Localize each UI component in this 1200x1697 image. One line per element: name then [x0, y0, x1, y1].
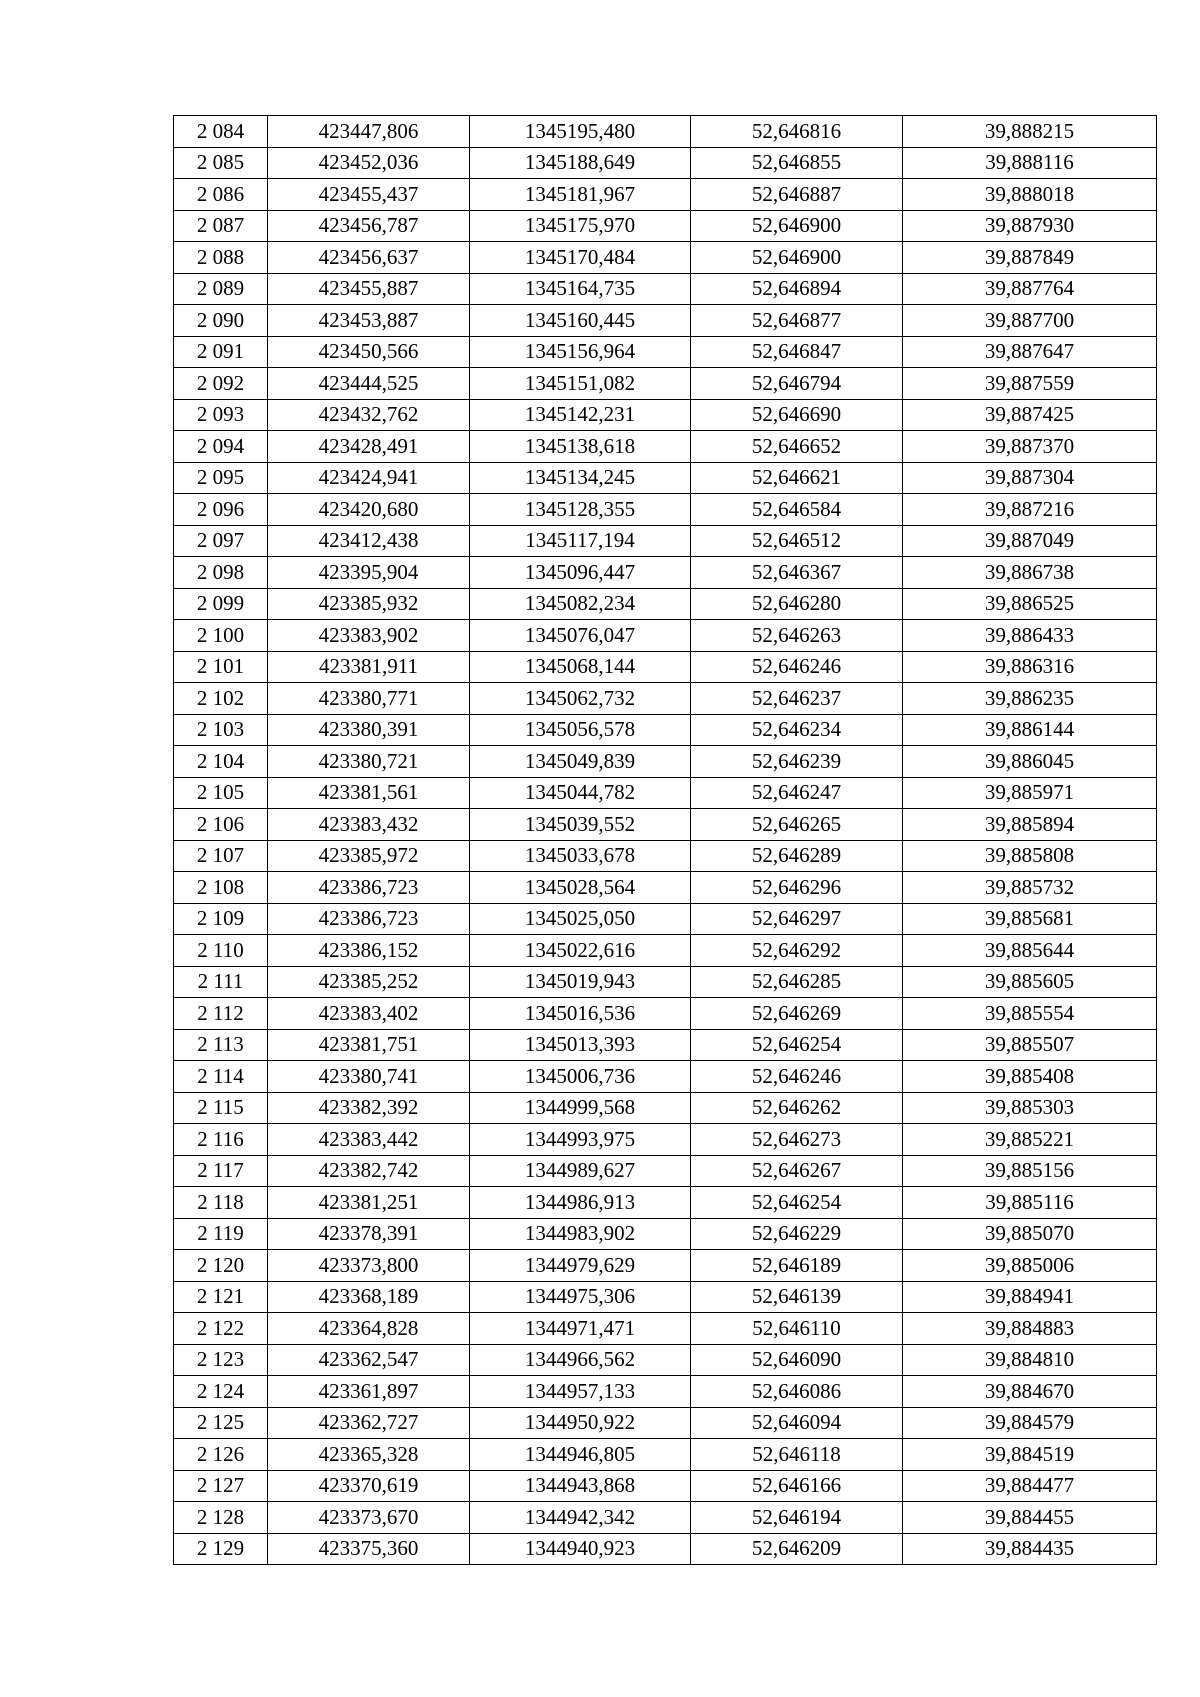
x-coordinate-cell: 423362,547	[268, 1344, 470, 1376]
latitude-cell: 52,646189	[691, 1250, 903, 1282]
point-number-cell: 2 113	[174, 1029, 268, 1061]
y-coordinate-cell: 1344983,902	[470, 1218, 691, 1250]
point-number-cell: 2 119	[174, 1218, 268, 1250]
x-coordinate-cell: 423383,402	[268, 998, 470, 1030]
table-row	[174, 935, 1157, 967]
x-coordinate-cell: 423382,392	[268, 1092, 470, 1124]
longitude-cell: 39,887700	[903, 305, 1157, 337]
point-number-cell: 2 112	[174, 998, 268, 1030]
longitude-cell: 39,887559	[903, 368, 1157, 400]
latitude-cell: 52,646139	[691, 1281, 903, 1313]
y-coordinate-cell: 1345049,839	[470, 746, 691, 778]
x-coordinate-cell: 423368,189	[268, 1281, 470, 1313]
point-number-cell: 2 098	[174, 557, 268, 589]
point-number-cell: 2 088	[174, 242, 268, 274]
table-row	[174, 557, 1157, 589]
latitude-cell: 52,646118	[691, 1439, 903, 1471]
x-coordinate-cell: 423455,887	[268, 273, 470, 305]
latitude-cell: 52,646280	[691, 588, 903, 620]
latitude-cell: 52,646297	[691, 903, 903, 935]
point-number-cell: 2 128	[174, 1502, 268, 1534]
x-coordinate-cell: 423456,787	[268, 210, 470, 242]
point-number-cell: 2 105	[174, 777, 268, 809]
longitude-cell: 39,886738	[903, 557, 1157, 589]
table-row	[174, 809, 1157, 841]
point-number-cell: 2 127	[174, 1470, 268, 1502]
table-row	[174, 147, 1157, 179]
latitude-cell: 52,646246	[691, 651, 903, 683]
longitude-cell: 39,885554	[903, 998, 1157, 1030]
table-row	[174, 1155, 1157, 1187]
y-coordinate-cell: 1344986,913	[470, 1187, 691, 1219]
latitude-cell: 52,646652	[691, 431, 903, 463]
point-number-cell: 2 086	[174, 179, 268, 211]
latitude-cell: 52,646296	[691, 872, 903, 904]
table-row	[174, 1344, 1157, 1376]
table-row	[174, 1470, 1157, 1502]
latitude-cell: 52,646110	[691, 1313, 903, 1345]
longitude-cell: 39,885303	[903, 1092, 1157, 1124]
table-row	[174, 116, 1157, 148]
y-coordinate-cell: 1344957,133	[470, 1376, 691, 1408]
longitude-cell: 39,888018	[903, 179, 1157, 211]
x-coordinate-cell: 423450,566	[268, 336, 470, 368]
longitude-cell: 39,885507	[903, 1029, 1157, 1061]
point-number-cell: 2 094	[174, 431, 268, 463]
table-row	[174, 368, 1157, 400]
longitude-cell: 39,885070	[903, 1218, 1157, 1250]
y-coordinate-cell: 1344999,568	[470, 1092, 691, 1124]
longitude-cell: 39,886316	[903, 651, 1157, 683]
y-coordinate-cell: 1345056,578	[470, 714, 691, 746]
x-coordinate-cell: 423386,723	[268, 903, 470, 935]
y-coordinate-cell: 1345188,649	[470, 147, 691, 179]
longitude-cell: 39,887049	[903, 525, 1157, 557]
y-coordinate-cell: 1345195,480	[470, 116, 691, 148]
latitude-cell: 52,646094	[691, 1407, 903, 1439]
table-row	[174, 651, 1157, 683]
latitude-cell: 52,646254	[691, 1029, 903, 1061]
y-coordinate-cell: 1345044,782	[470, 777, 691, 809]
y-coordinate-cell: 1345164,735	[470, 273, 691, 305]
coordinates-table-body	[174, 116, 1157, 1565]
latitude-cell: 52,646237	[691, 683, 903, 715]
y-coordinate-cell: 1345062,732	[470, 683, 691, 715]
y-coordinate-cell: 1344940,923	[470, 1533, 691, 1565]
point-number-cell: 2 122	[174, 1313, 268, 1345]
table-row	[174, 1502, 1157, 1534]
longitude-cell: 39,887849	[903, 242, 1157, 274]
coordinates-table	[173, 115, 1157, 1565]
longitude-cell: 39,884810	[903, 1344, 1157, 1376]
x-coordinate-cell: 423383,902	[268, 620, 470, 652]
x-coordinate-cell: 423385,252	[268, 966, 470, 998]
x-coordinate-cell: 423381,911	[268, 651, 470, 683]
y-coordinate-cell: 1345016,536	[470, 998, 691, 1030]
point-number-cell: 2 129	[174, 1533, 268, 1565]
table-row	[174, 872, 1157, 904]
x-coordinate-cell: 423386,723	[268, 872, 470, 904]
table-row	[174, 714, 1157, 746]
point-number-cell: 2 115	[174, 1092, 268, 1124]
longitude-cell: 39,884455	[903, 1502, 1157, 1534]
latitude-cell: 52,646166	[691, 1470, 903, 1502]
x-coordinate-cell: 423381,561	[268, 777, 470, 809]
latitude-cell: 52,646254	[691, 1187, 903, 1219]
table-row	[174, 1029, 1157, 1061]
x-coordinate-cell: 423380,741	[268, 1061, 470, 1093]
latitude-cell: 52,646263	[691, 620, 903, 652]
x-coordinate-cell: 423447,806	[268, 116, 470, 148]
point-number-cell: 2 084	[174, 116, 268, 148]
point-number-cell: 2 121	[174, 1281, 268, 1313]
y-coordinate-cell: 1344950,922	[470, 1407, 691, 1439]
latitude-cell: 52,646086	[691, 1376, 903, 1408]
longitude-cell: 39,885894	[903, 809, 1157, 841]
x-coordinate-cell: 423385,972	[268, 840, 470, 872]
point-number-cell: 2 089	[174, 273, 268, 305]
longitude-cell: 39,887304	[903, 462, 1157, 494]
x-coordinate-cell: 423395,904	[268, 557, 470, 589]
x-coordinate-cell: 423380,771	[268, 683, 470, 715]
table-row	[174, 210, 1157, 242]
y-coordinate-cell: 1345181,967	[470, 179, 691, 211]
table-row	[174, 746, 1157, 778]
point-number-cell: 2 124	[174, 1376, 268, 1408]
point-number-cell: 2 102	[174, 683, 268, 715]
x-coordinate-cell: 423420,680	[268, 494, 470, 526]
latitude-cell: 52,646877	[691, 305, 903, 337]
longitude-cell: 39,885006	[903, 1250, 1157, 1282]
x-coordinate-cell: 423386,152	[268, 935, 470, 967]
x-coordinate-cell: 423380,721	[268, 746, 470, 778]
x-coordinate-cell: 423385,932	[268, 588, 470, 620]
longitude-cell: 39,886144	[903, 714, 1157, 746]
latitude-cell: 52,646794	[691, 368, 903, 400]
x-coordinate-cell: 423365,328	[268, 1439, 470, 1471]
longitude-cell: 39,888116	[903, 147, 1157, 179]
table-row	[174, 998, 1157, 1030]
y-coordinate-cell: 1345076,047	[470, 620, 691, 652]
longitude-cell: 39,884670	[903, 1376, 1157, 1408]
point-number-cell: 2 116	[174, 1124, 268, 1156]
table-row	[174, 588, 1157, 620]
latitude-cell: 52,646690	[691, 399, 903, 431]
latitude-cell: 52,646267	[691, 1155, 903, 1187]
latitude-cell: 52,646584	[691, 494, 903, 526]
point-number-cell: 2 085	[174, 147, 268, 179]
table-row	[174, 525, 1157, 557]
table-row	[174, 242, 1157, 274]
longitude-cell: 39,887370	[903, 431, 1157, 463]
point-number-cell: 2 110	[174, 935, 268, 967]
longitude-cell: 39,885971	[903, 777, 1157, 809]
longitude-cell: 39,886235	[903, 683, 1157, 715]
table-row	[174, 431, 1157, 463]
latitude-cell: 52,646246	[691, 1061, 903, 1093]
y-coordinate-cell: 1345082,234	[470, 588, 691, 620]
x-coordinate-cell: 423373,800	[268, 1250, 470, 1282]
y-coordinate-cell: 1345033,678	[470, 840, 691, 872]
table-row	[174, 903, 1157, 935]
table-row	[174, 305, 1157, 337]
y-coordinate-cell: 1345151,082	[470, 368, 691, 400]
x-coordinate-cell: 423380,391	[268, 714, 470, 746]
y-coordinate-cell: 1345006,736	[470, 1061, 691, 1093]
x-coordinate-cell: 423361,897	[268, 1376, 470, 1408]
longitude-cell: 39,887930	[903, 210, 1157, 242]
table-row	[174, 777, 1157, 809]
longitude-cell: 39,885732	[903, 872, 1157, 904]
x-coordinate-cell: 423381,251	[268, 1187, 470, 1219]
y-coordinate-cell: 1345142,231	[470, 399, 691, 431]
latitude-cell: 52,646847	[691, 336, 903, 368]
point-number-cell: 2 104	[174, 746, 268, 778]
y-coordinate-cell: 1345039,552	[470, 809, 691, 841]
point-number-cell: 2 097	[174, 525, 268, 557]
table-row	[174, 462, 1157, 494]
y-coordinate-cell: 1345138,618	[470, 431, 691, 463]
latitude-cell: 52,646090	[691, 1344, 903, 1376]
latitude-cell: 52,646273	[691, 1124, 903, 1156]
table-row	[174, 1124, 1157, 1156]
point-number-cell: 2 092	[174, 368, 268, 400]
y-coordinate-cell: 1344966,562	[470, 1344, 691, 1376]
point-number-cell: 2 103	[174, 714, 268, 746]
table-row	[174, 966, 1157, 998]
point-number-cell: 2 096	[174, 494, 268, 526]
point-number-cell: 2 099	[174, 588, 268, 620]
point-number-cell: 2 107	[174, 840, 268, 872]
latitude-cell: 52,646239	[691, 746, 903, 778]
longitude-cell: 39,885221	[903, 1124, 1157, 1156]
table-row	[174, 1439, 1157, 1471]
point-number-cell: 2 108	[174, 872, 268, 904]
x-coordinate-cell: 423370,619	[268, 1470, 470, 1502]
y-coordinate-cell: 1345013,393	[470, 1029, 691, 1061]
latitude-cell: 52,646816	[691, 116, 903, 148]
latitude-cell: 52,646194	[691, 1502, 903, 1534]
longitude-cell: 39,886045	[903, 746, 1157, 778]
latitude-cell: 52,646894	[691, 273, 903, 305]
longitude-cell: 39,885681	[903, 903, 1157, 935]
latitude-cell: 52,646887	[691, 179, 903, 211]
y-coordinate-cell: 1345068,144	[470, 651, 691, 683]
y-coordinate-cell: 1344946,805	[470, 1439, 691, 1471]
x-coordinate-cell: 423362,727	[268, 1407, 470, 1439]
table-row	[174, 336, 1157, 368]
y-coordinate-cell: 1345019,943	[470, 966, 691, 998]
y-coordinate-cell: 1344989,627	[470, 1155, 691, 1187]
longitude-cell: 39,884435	[903, 1533, 1157, 1565]
point-number-cell: 2 120	[174, 1250, 268, 1282]
longitude-cell: 39,888215	[903, 116, 1157, 148]
table-row	[174, 494, 1157, 526]
point-number-cell: 2 090	[174, 305, 268, 337]
longitude-cell: 39,886525	[903, 588, 1157, 620]
table-row	[174, 399, 1157, 431]
x-coordinate-cell: 423452,036	[268, 147, 470, 179]
longitude-cell: 39,884941	[903, 1281, 1157, 1313]
y-coordinate-cell: 1345134,245	[470, 462, 691, 494]
table-row	[174, 273, 1157, 305]
point-number-cell: 2 095	[174, 462, 268, 494]
point-number-cell: 2 087	[174, 210, 268, 242]
x-coordinate-cell: 423381,751	[268, 1029, 470, 1061]
latitude-cell: 52,646247	[691, 777, 903, 809]
y-coordinate-cell: 1344979,629	[470, 1250, 691, 1282]
latitude-cell: 52,646289	[691, 840, 903, 872]
table-row	[174, 840, 1157, 872]
table-row	[174, 179, 1157, 211]
y-coordinate-cell: 1344942,342	[470, 1502, 691, 1534]
longitude-cell: 39,887425	[903, 399, 1157, 431]
latitude-cell: 52,646262	[691, 1092, 903, 1124]
y-coordinate-cell: 1344993,975	[470, 1124, 691, 1156]
latitude-cell: 52,646900	[691, 210, 903, 242]
point-number-cell: 2 093	[174, 399, 268, 431]
longitude-cell: 39,885408	[903, 1061, 1157, 1093]
point-number-cell: 2 114	[174, 1061, 268, 1093]
y-coordinate-cell: 1344971,471	[470, 1313, 691, 1345]
point-number-cell: 2 111	[174, 966, 268, 998]
x-coordinate-cell: 423378,391	[268, 1218, 470, 1250]
y-coordinate-cell: 1345156,964	[470, 336, 691, 368]
table-row	[174, 1250, 1157, 1282]
table-row	[174, 1092, 1157, 1124]
y-coordinate-cell: 1345117,194	[470, 525, 691, 557]
latitude-cell: 52,646269	[691, 998, 903, 1030]
y-coordinate-cell: 1344975,306	[470, 1281, 691, 1313]
longitude-cell: 39,885605	[903, 966, 1157, 998]
x-coordinate-cell: 423382,742	[268, 1155, 470, 1187]
point-number-cell: 2 101	[174, 651, 268, 683]
longitude-cell: 39,884519	[903, 1439, 1157, 1471]
point-number-cell: 2 123	[174, 1344, 268, 1376]
x-coordinate-cell: 423424,941	[268, 462, 470, 494]
longitude-cell: 39,887647	[903, 336, 1157, 368]
table-row	[174, 1407, 1157, 1439]
latitude-cell: 52,646292	[691, 935, 903, 967]
table-row	[174, 1313, 1157, 1345]
latitude-cell: 52,646367	[691, 557, 903, 589]
table-row	[174, 1187, 1157, 1219]
point-number-cell: 2 118	[174, 1187, 268, 1219]
x-coordinate-cell: 423428,491	[268, 431, 470, 463]
latitude-cell: 52,646229	[691, 1218, 903, 1250]
point-number-cell: 2 117	[174, 1155, 268, 1187]
longitude-cell: 39,884477	[903, 1470, 1157, 1502]
y-coordinate-cell: 1345096,447	[470, 557, 691, 589]
x-coordinate-cell: 423453,887	[268, 305, 470, 337]
x-coordinate-cell: 423432,762	[268, 399, 470, 431]
latitude-cell: 52,646285	[691, 966, 903, 998]
latitude-cell: 52,646209	[691, 1533, 903, 1565]
longitude-cell: 39,884883	[903, 1313, 1157, 1345]
longitude-cell: 39,887764	[903, 273, 1157, 305]
latitude-cell: 52,646621	[691, 462, 903, 494]
table-row	[174, 1281, 1157, 1313]
longitude-cell: 39,884579	[903, 1407, 1157, 1439]
y-coordinate-cell: 1345175,970	[470, 210, 691, 242]
longitude-cell: 39,885116	[903, 1187, 1157, 1219]
longitude-cell: 39,885808	[903, 840, 1157, 872]
point-number-cell: 2 109	[174, 903, 268, 935]
latitude-cell: 52,646512	[691, 525, 903, 557]
x-coordinate-cell: 423456,637	[268, 242, 470, 274]
x-coordinate-cell: 423364,828	[268, 1313, 470, 1345]
table-row	[174, 683, 1157, 715]
longitude-cell: 39,887216	[903, 494, 1157, 526]
latitude-cell: 52,646900	[691, 242, 903, 274]
point-number-cell: 2 106	[174, 809, 268, 841]
x-coordinate-cell: 423375,360	[268, 1533, 470, 1565]
y-coordinate-cell: 1345022,616	[470, 935, 691, 967]
y-coordinate-cell: 1345160,445	[470, 305, 691, 337]
point-number-cell: 2 126	[174, 1439, 268, 1471]
point-number-cell: 2 091	[174, 336, 268, 368]
table-row	[174, 620, 1157, 652]
point-number-cell: 2 100	[174, 620, 268, 652]
point-number-cell: 2 125	[174, 1407, 268, 1439]
x-coordinate-cell: 423444,525	[268, 368, 470, 400]
latitude-cell: 52,646234	[691, 714, 903, 746]
latitude-cell: 52,646855	[691, 147, 903, 179]
longitude-cell: 39,886433	[903, 620, 1157, 652]
y-coordinate-cell: 1345170,484	[470, 242, 691, 274]
x-coordinate-cell: 423412,438	[268, 525, 470, 557]
table-row	[174, 1533, 1157, 1565]
longitude-cell: 39,885644	[903, 935, 1157, 967]
y-coordinate-cell: 1345025,050	[470, 903, 691, 935]
x-coordinate-cell: 423383,432	[268, 809, 470, 841]
x-coordinate-cell: 423455,437	[268, 179, 470, 211]
table-row	[174, 1061, 1157, 1093]
x-coordinate-cell: 423383,442	[268, 1124, 470, 1156]
y-coordinate-cell: 1345028,564	[470, 872, 691, 904]
table-row	[174, 1218, 1157, 1250]
longitude-cell: 39,885156	[903, 1155, 1157, 1187]
y-coordinate-cell: 1345128,355	[470, 494, 691, 526]
latitude-cell: 52,646265	[691, 809, 903, 841]
x-coordinate-cell: 423373,670	[268, 1502, 470, 1534]
table-row	[174, 1376, 1157, 1408]
y-coordinate-cell: 1344943,868	[470, 1470, 691, 1502]
